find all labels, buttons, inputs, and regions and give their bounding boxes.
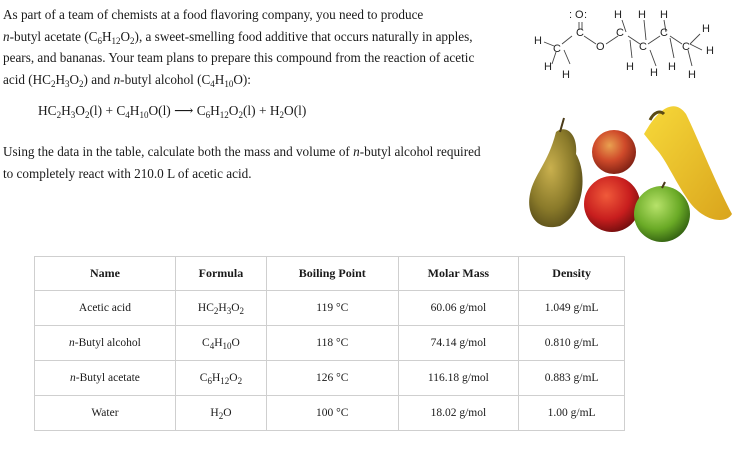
header-formula: Formula bbox=[175, 257, 266, 291]
intro-o2: O): bbox=[233, 71, 251, 87]
formula-part: C bbox=[202, 337, 210, 349]
italic-n: n bbox=[69, 372, 76, 384]
reaction-equation: $HC_2H_3O_2(l) + C_4H_{10}O(l)$ ⟶ $C_6H_{12}O_2(l) + H_2O(l)$ bbox=[38, 103, 307, 120]
cell-formula: $C_4H_{10}O$ bbox=[175, 326, 266, 361]
cell-name bbox=[35, 396, 176, 431]
formula-part: H bbox=[210, 407, 219, 419]
atom-h: H bbox=[638, 9, 646, 21]
cell-molar: 74.14 g/mol bbox=[398, 326, 519, 361]
cell-boiling: 118 °C bbox=[267, 326, 399, 361]
question-text-1: Using the data in the table, calculate both the mass and volume of bbox=[3, 144, 350, 159]
table-header-row bbox=[35, 257, 625, 291]
atom-h: H bbox=[544, 61, 552, 73]
table-row bbox=[35, 291, 625, 326]
atom-h: H bbox=[534, 35, 542, 47]
atom-h: H bbox=[706, 45, 714, 57]
butyl-acetate-structure-diagram bbox=[526, 4, 732, 86]
atom-c: C bbox=[682, 41, 690, 53]
cell-name bbox=[35, 326, 176, 361]
eq-plus-h: (l) + H bbox=[242, 103, 280, 118]
question-italic-n: n bbox=[353, 144, 360, 159]
cell-boiling: 100 °C bbox=[267, 396, 399, 431]
atom-h: H bbox=[660, 9, 668, 21]
atom-c: C bbox=[616, 27, 624, 39]
intro-and: ) and bbox=[83, 71, 111, 87]
header-density: Density bbox=[519, 257, 625, 291]
eq-h3: H bbox=[210, 103, 220, 118]
intro-text-2: -butyl acetate (C bbox=[9, 28, 98, 44]
table-row bbox=[35, 396, 625, 431]
compound-name: Water bbox=[91, 407, 119, 419]
cell-molar: 18.02 g/mol bbox=[398, 396, 519, 431]
table-row bbox=[35, 326, 625, 361]
compound-name: -Butyl acetate bbox=[75, 372, 140, 384]
reaction-arrow-icon: ⟶ bbox=[174, 103, 194, 118]
sub-4: 4 bbox=[210, 78, 215, 89]
cell-boiling: 119 °C bbox=[267, 291, 399, 326]
eq-o3: O bbox=[228, 103, 239, 118]
question-paragraph bbox=[3, 141, 489, 184]
cell-density: 0.883 g/mL bbox=[519, 361, 625, 396]
eq-o: O bbox=[75, 103, 85, 118]
sub-6: 6 bbox=[97, 35, 102, 46]
formula-part: HC bbox=[197, 302, 214, 314]
compound-data-table bbox=[34, 256, 625, 431]
atom-h: H bbox=[562, 69, 570, 81]
atom-c: C bbox=[553, 43, 561, 55]
sub-10: 10 bbox=[224, 78, 234, 89]
intro-text-3: ), a sweet-smelling food additive that occurs naturally in apples, pears, and bananas. Your team plans to prepare this compound from the reaction of acetic acid (HC bbox=[3, 28, 475, 87]
lone-pair: : bbox=[584, 9, 588, 21]
cell-molar: 60.06 g/mol bbox=[398, 291, 519, 326]
header-name: Name bbox=[35, 257, 176, 291]
formula-part: H bbox=[214, 337, 223, 349]
intro-o: O bbox=[69, 71, 80, 87]
atom-h: H bbox=[702, 23, 710, 35]
formula-part: C bbox=[199, 372, 208, 384]
cell-name bbox=[35, 361, 176, 396]
atom-o-carbonyl: O bbox=[575, 9, 584, 21]
formula-part: O bbox=[229, 372, 238, 384]
atom-h: H bbox=[650, 67, 658, 79]
intro-text-4: -butyl alcohol (C bbox=[120, 71, 211, 87]
atom-h: H bbox=[688, 69, 696, 81]
formula-part: H bbox=[211, 372, 221, 384]
cell-density: 0.810 g/mL bbox=[519, 326, 625, 361]
cell-boiling: 126 °C bbox=[267, 361, 399, 396]
eq-h2: H bbox=[129, 103, 140, 118]
eq-c: C bbox=[196, 103, 206, 118]
lone-pair: : bbox=[569, 9, 573, 21]
formula-part: H bbox=[218, 302, 227, 314]
italic-n: n bbox=[69, 337, 75, 349]
eq-o2: O(l) bbox=[148, 103, 171, 118]
intro-paragraph: As part of a team of chemists at a food flavoring company, you need to produce n-butyl acetate $(C_6H_{12}O_2)$, a sweet-smelling food additive that occurs naturally in apples, pears, and bananas. Your team plans to prepare this compound from the reaction of acetic acid $(HC_2H_3O_2)$ and n-butyl alcohol $(C_4H_{10}O)$: bbox=[3, 7, 475, 89]
eq-o4: O(l) bbox=[284, 103, 307, 118]
cell-formula: $C_6H_{12}O_2$ bbox=[175, 361, 266, 396]
cell-formula: $H_2O$ bbox=[175, 396, 266, 431]
atom-h: H bbox=[626, 61, 634, 73]
table-row bbox=[35, 361, 625, 396]
eq-h: H bbox=[61, 103, 71, 118]
atom-c: C bbox=[660, 27, 668, 39]
atom-h: H bbox=[614, 9, 622, 21]
compound-name: -Butyl alcohol bbox=[74, 337, 141, 349]
intro-text-1: As part of a team of chemists at a food flavoring company, you need to produce bbox=[3, 7, 424, 22]
header-boiling-point: Boiling Point bbox=[267, 257, 399, 291]
header-molar-mass: Molar Mass bbox=[398, 257, 519, 291]
eq-hc: HC bbox=[38, 103, 57, 118]
formula-part: O bbox=[231, 337, 240, 349]
atom-c: C bbox=[576, 27, 584, 39]
atom-c: C bbox=[639, 41, 647, 53]
sub-2: 2 bbox=[130, 35, 135, 46]
cell-density: 1.00 g/mL bbox=[519, 396, 625, 431]
intro-h: H bbox=[55, 71, 66, 87]
eq-plus-c: (l) + C bbox=[89, 103, 126, 118]
compound-name: Acetic acid bbox=[78, 302, 131, 314]
intro-italic-n: n bbox=[3, 28, 10, 44]
sub-12: 12 bbox=[111, 35, 121, 46]
intro-italic-n2: n bbox=[113, 71, 121, 87]
formula-part: O bbox=[223, 407, 232, 419]
cell-name bbox=[35, 291, 176, 326]
intro-h2: H bbox=[214, 71, 225, 87]
cell-molar: 116.18 g/mol bbox=[398, 361, 519, 396]
question-text-2: -butyl alcohol required to completely react with 210.0 L of acetic acid. bbox=[3, 144, 481, 181]
atom-o-ester: O bbox=[596, 41, 605, 53]
atom-h: H bbox=[668, 61, 676, 73]
formula-part: O bbox=[231, 302, 240, 314]
cell-formula: $HC_2H_3O_2$ bbox=[175, 291, 266, 326]
fruit-photo bbox=[526, 104, 734, 250]
cell-density: 1.049 g/mL bbox=[519, 291, 625, 326]
